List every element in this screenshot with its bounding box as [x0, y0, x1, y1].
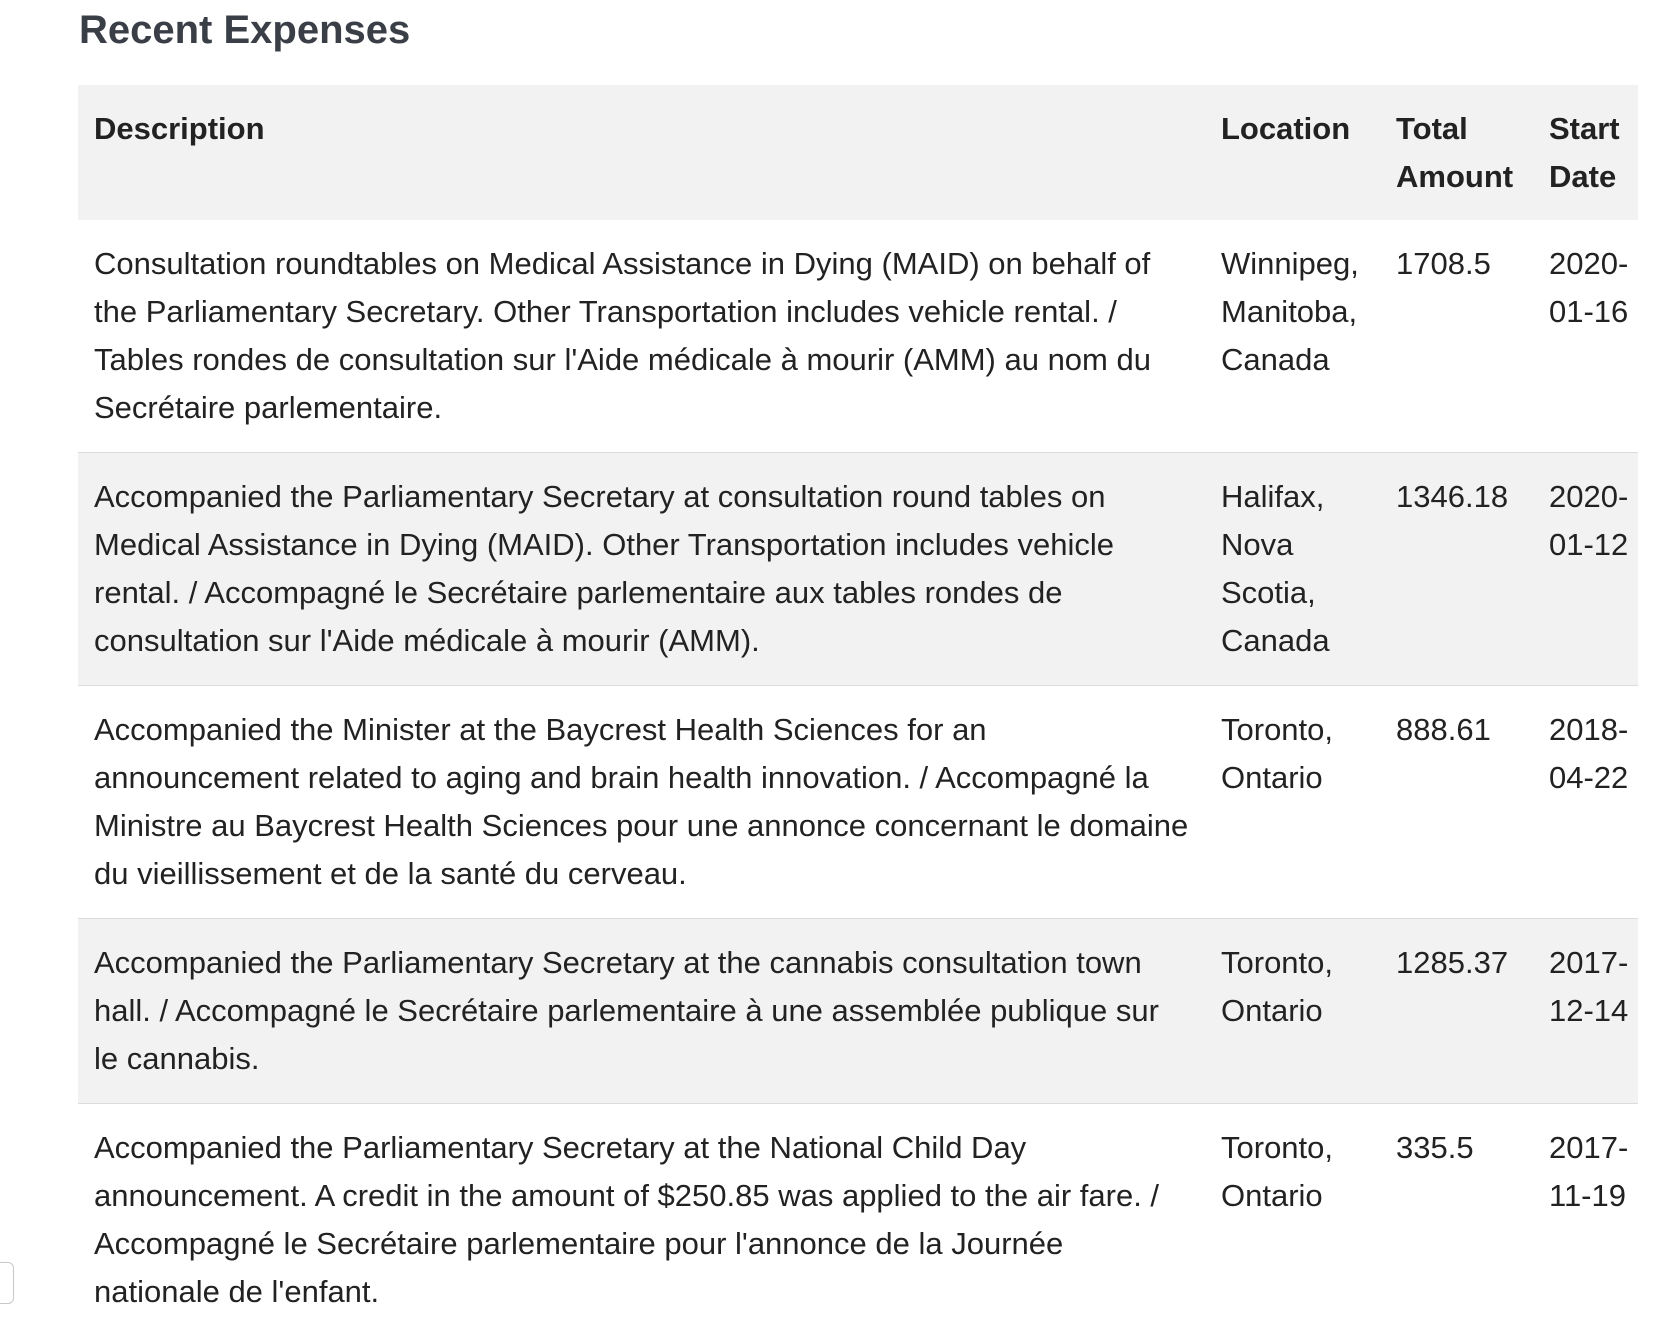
- table-body: [78, 220, 1638, 1336]
- page-title: Recent Expenses: [79, 2, 410, 58]
- column-header-description: Description: [78, 85, 1205, 220]
- cell-location: Halifax, Nova Scotia, Canada: [1205, 453, 1380, 686]
- table-row: [78, 919, 1638, 1104]
- cell-description: Accompanied the Parliamentary Secretary at consultation round tables on Medical Assistance in Dying (MAID). Other Transportation includes vehicle rental. / Accompagné le Secrétaire parlementaire aux tables rondes de consultation sur l'Aide médicale à mourir (AMM).: [78, 453, 1205, 686]
- cell-description: Accompanied the Parliamentary Secretary at the National Child Day announcement. A credit in the amount of $250.85 was applied to the air fare. / Accompagné le Secrétaire parlementaire pour l'annonce de la Journée nationale de l'enfant.: [78, 1104, 1205, 1336]
- table-row: [78, 220, 1638, 453]
- cell-location: Toronto, Ontario: [1205, 686, 1380, 919]
- cell-total-amount: 1708.5: [1380, 220, 1533, 453]
- cell-location: Winnipeg, Manitoba, Canada: [1205, 220, 1380, 453]
- cell-description: Consultation roundtables on Medical Assistance in Dying (MAID) on behalf of the Parliamentary Secretary. Other Transportation includes vehicle rental. / Tables rondes de consultation sur l'Aide médicale à mourir (AMM) au nom du Secrétaire parlementaire.: [78, 220, 1205, 453]
- cell-description: Accompanied the Parliamentary Secretary at the cannabis consultation town hall. / Accompagné le Secrétaire parlementaire à une assemblée publique sur le cannabis.: [78, 919, 1205, 1104]
- cell-description: Accompanied the Minister at the Baycrest Health Sciences for an announcement related to aging and brain health innovation. / Accompagné la Ministre au Baycrest Health Sciences pour une annonce concernant le domaine du vieillissement et de la santé du cerveau.: [78, 686, 1205, 919]
- expenses-table: [78, 85, 1638, 1336]
- table-row: [78, 1104, 1638, 1336]
- table-row: [78, 453, 1638, 686]
- column-header-start-date: Start Date: [1533, 85, 1638, 220]
- partial-widget-edge: [0, 1262, 14, 1304]
- cell-start-date: 2017-12-14: [1533, 919, 1638, 1104]
- table-header: [78, 85, 1638, 220]
- column-header-location: Location: [1205, 85, 1380, 220]
- cell-start-date: 2020-01-12: [1533, 453, 1638, 686]
- table-row: [78, 686, 1638, 919]
- cell-location: Toronto, Ontario: [1205, 1104, 1380, 1336]
- cell-start-date: 2018-04-22: [1533, 686, 1638, 919]
- header-row: [78, 85, 1638, 220]
- cell-total-amount: 888.61: [1380, 686, 1533, 919]
- cell-total-amount: 1346.18: [1380, 453, 1533, 686]
- cell-start-date: 2020-01-16: [1533, 220, 1638, 453]
- column-header-total-amount: Total Amount: [1380, 85, 1533, 220]
- cell-start-date: 2017-11-19: [1533, 1104, 1638, 1336]
- cell-total-amount: 1285.37: [1380, 919, 1533, 1104]
- cell-total-amount: 335.5: [1380, 1104, 1533, 1336]
- cell-location: Toronto, Ontario: [1205, 919, 1380, 1104]
